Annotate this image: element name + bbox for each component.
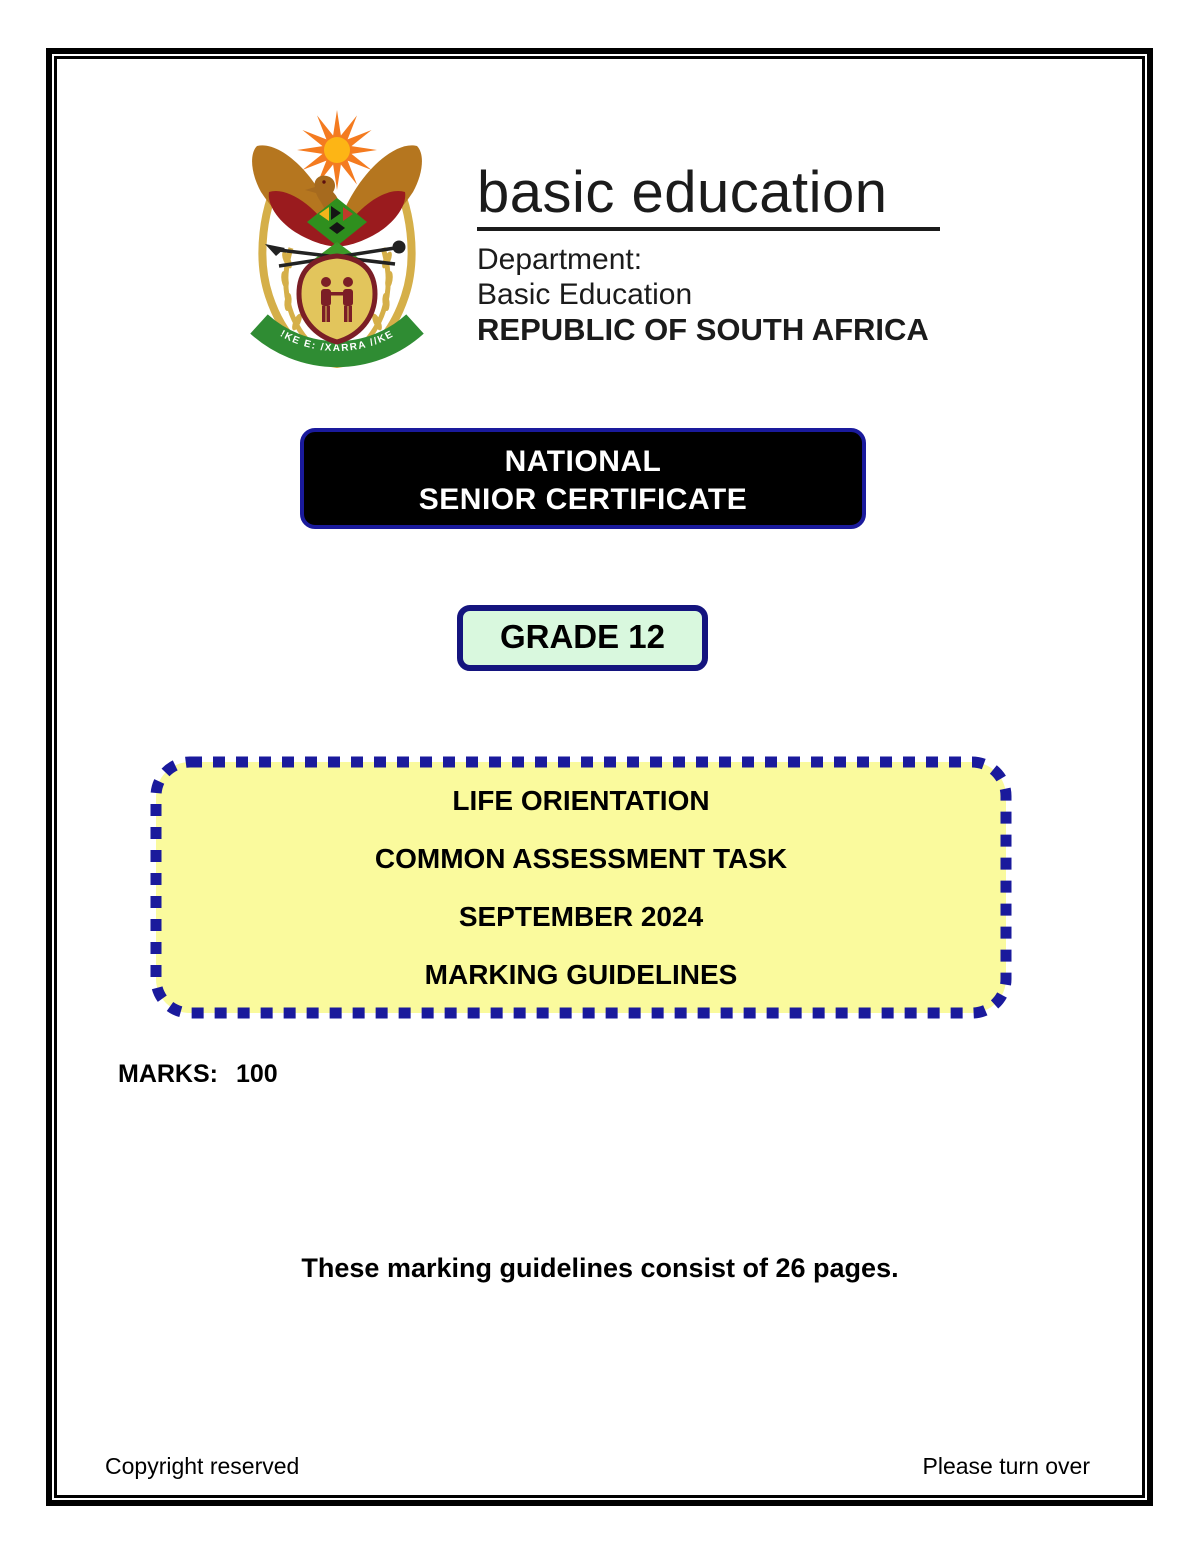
marks-value: 100 (236, 1060, 278, 1088)
logo-rule (477, 227, 940, 231)
spearhead (265, 244, 285, 256)
logo-text-block (477, 160, 957, 348)
logo-department-name: Basic Education (477, 278, 693, 311)
logo-wordmark: basic education (477, 160, 888, 225)
marks-line (118, 1060, 278, 1089)
certificate-line2: SENIOR CERTIFICATE (418, 483, 748, 516)
assessment-type: COMMON ASSESSMENT TASK (374, 843, 788, 874)
certificate-line1: NATIONAL (504, 445, 662, 478)
logo-country: REPUBLIC OF SOUTH AFRICA (477, 312, 929, 347)
pages-note: These marking guidelines consist of 26 pages. (301, 1253, 899, 1283)
footer-turnover: Please turn over (922, 1453, 1090, 1479)
shield-icon (299, 256, 375, 342)
footer-copyright: Copyright reserved (105, 1453, 300, 1479)
grade-badge: GRADE 12 (457, 605, 708, 671)
logo-department-label: Department: (477, 243, 643, 276)
sun-core (324, 137, 350, 163)
coat-of-arms (245, 110, 440, 378)
exam-session: SEPTEMBER 2024 (458, 901, 704, 932)
subject-title: LIFE ORIENTATION (452, 785, 710, 816)
motto-text: !KE E: /XARRA //KE (278, 328, 396, 355)
subject-box (150, 756, 1012, 1019)
marks-label: MARKS: (118, 1060, 218, 1088)
document-type: MARKING GUIDELINES (424, 959, 738, 990)
club-knob (393, 241, 406, 254)
certificate-banner (300, 428, 866, 529)
